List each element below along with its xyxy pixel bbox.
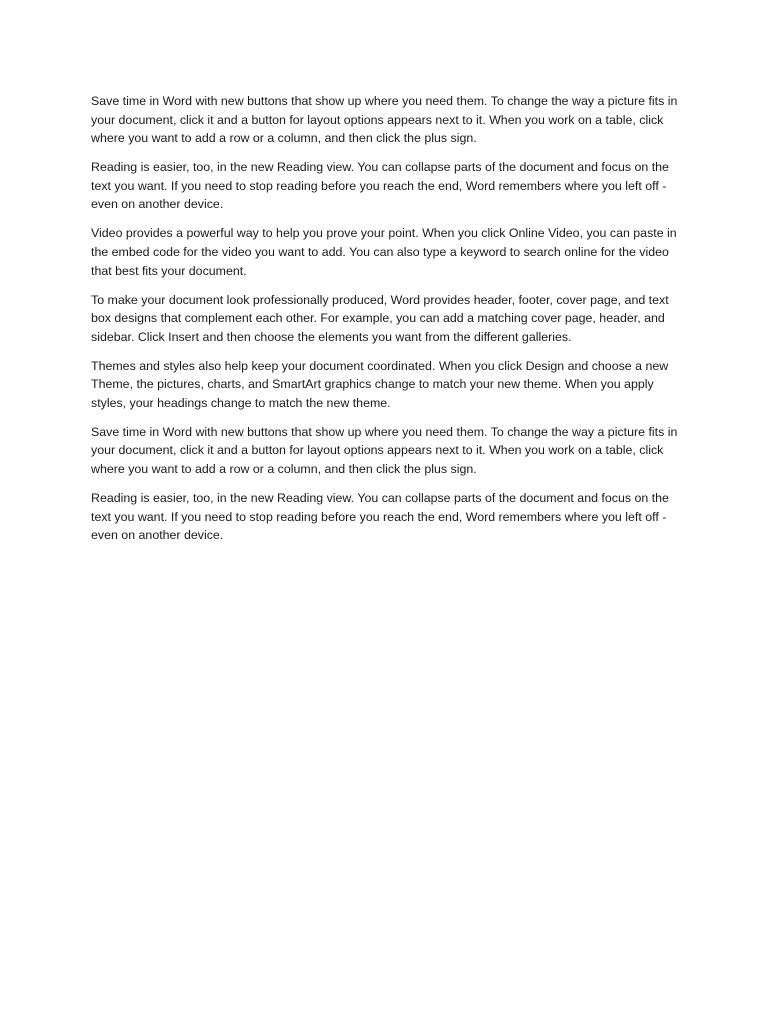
paragraph-4: To make your document look professionally produced, Word provides header, footer, cover page, and text box designs that complement each other. For example, you can add a matching cover page, header, and sidebar. Click Insert and then choose the elements you want from the different galleries.: [91, 292, 669, 344]
paragraph-6: Save time in Word with new buttons that show up where you need them. To change the way a picture fits in your document, click it and a button for layout options appears next to it. When you work on a table, click where you want to add a row or a column, and then click the plus sign.: [91, 424, 678, 477]
paragraph-5: Themes and styles also help keep your document coordinated. When you click Design and choose a new Theme, the pictures, charts, and SmartArt graphics change to match your new theme. When you apply styles, your headings change to match the new theme.: [91, 358, 669, 410]
paragraph-1: Save time in Word with new buttons that show up where you need them. To change the way a picture fits in your document, click it and a button for layout options appears next to it. When you work on a table, click where you want to add a row or a column, and then click the plus sign.: [91, 94, 678, 146]
paragraph-7: Reading is easier, too, in the new Reading view. You can collapse parts of the document and focus on the text you want. If you need to stop reading before you reach the end, Word remembers where you left off - even on another device.: [91, 491, 669, 543]
paragraph-2: Reading is easier, too, in the new Reading view. You can collapse parts of the document and focus on the text you want. If you need to stop reading before you reach the end, Word remembers where you left off - even on another device.: [91, 160, 669, 212]
document-body: [91, 92, 681, 555]
paragraph-3: Video provides a powerful way to help you prove your point. When you click Online Video, you can paste in the embed code for the video you want to add. You can also type a keyword to search online for the video that best fits your document.: [91, 226, 677, 278]
